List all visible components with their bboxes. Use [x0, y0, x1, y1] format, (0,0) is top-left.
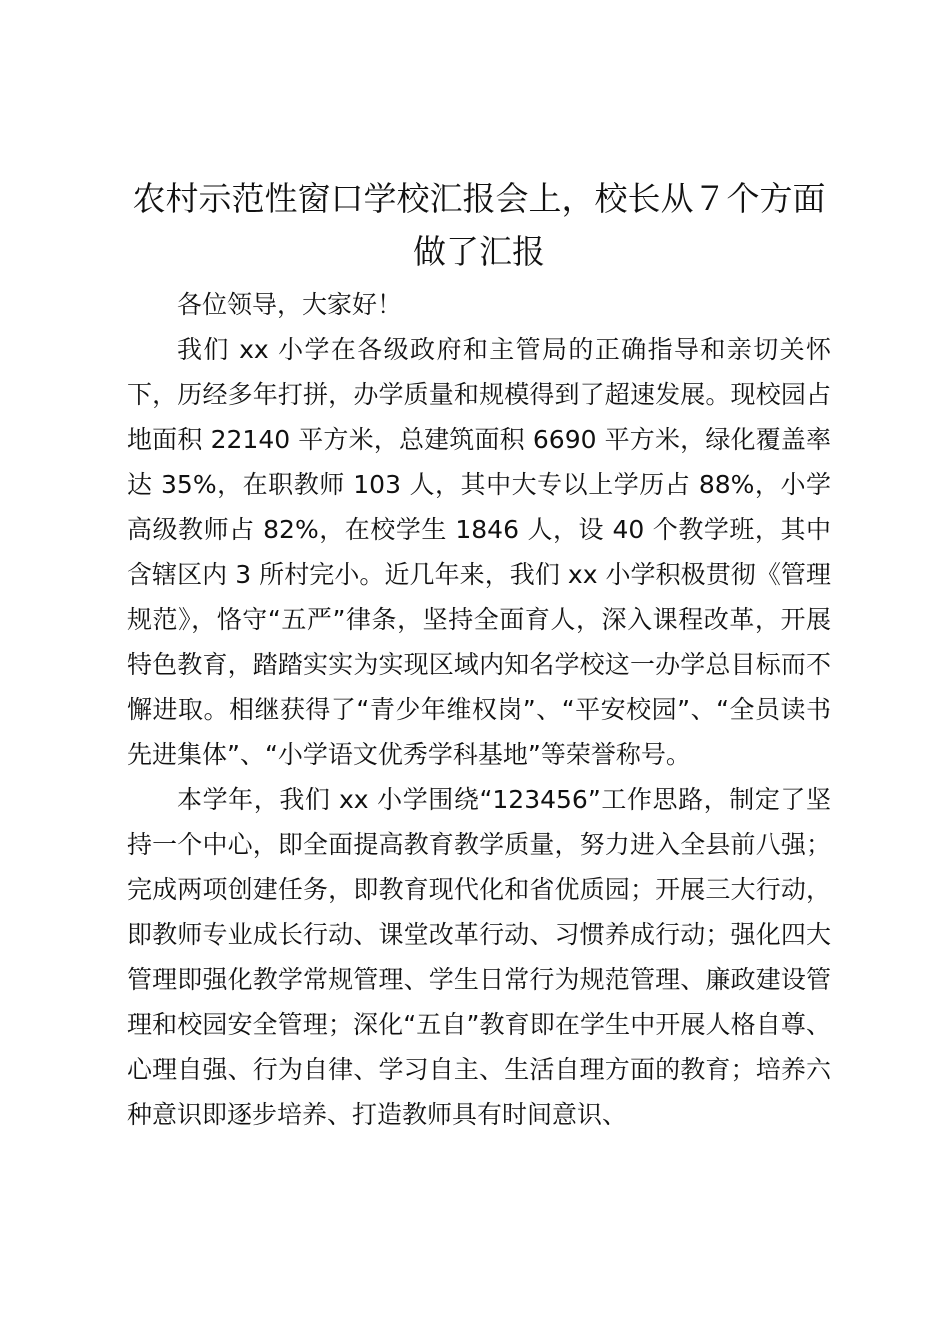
document-body — [127, 172, 831, 1137]
paragraph-greeting: 各位领导，大家好！ — [177, 290, 403, 319]
paragraph-work-plan: 本学年，我们 xx 小学围绕“123456”工作思路，制定了坚持一个中心，即全面提高教育教学质量，努力进入全县前八强；完成两项创建任务，即教育现代化和省优质园；开展三大行动，即教师专业成长行动、课堂改革行动、习惯养成行动；强化四大管理即强化教学常规管理、学生日常行为规范管理、廉政建设管理和校园安全管理；深化“五自”教育即在学生中开展人格自尊、心理自强、行为自律、学习自主、生活自理方面的教育；培养六种意识即逐步培养、打造教师具有时间意识、 — [127, 785, 831, 1129]
document-title: 农村示范性窗口学校汇报会上，校长从７个方面做了汇报 — [132, 179, 826, 271]
paragraph-school-overview: 我们 xx 小学在各级政府和主管局的正确指导和亲切关怀下，历经多年打拼，办学质量和规模得到了超速发展。现校园占地面积 22140 平方米，总建筑面积 6690 平方米，绿化覆盖率达 35%，在职教师 103 人，其中大专以上学历占 88%，小学高级教师占 82%，在校学生 1846 人，设 40 个教学班，其中含辖区内 3 所村完小。近几年来，我们 xx 小学积极贯彻《管理规范》，恪守“五严”律条，坚持全面育人，深入课程改革，开展特色教育，踏踏实实为实现区域内知名学校这一办学总目标而不懈进取。相继获得了“青少年维权岗”、“平安校园”、“全员读书先进集体”、“小学语文优秀学科基地”等荣誉称号。 — [127, 335, 831, 769]
